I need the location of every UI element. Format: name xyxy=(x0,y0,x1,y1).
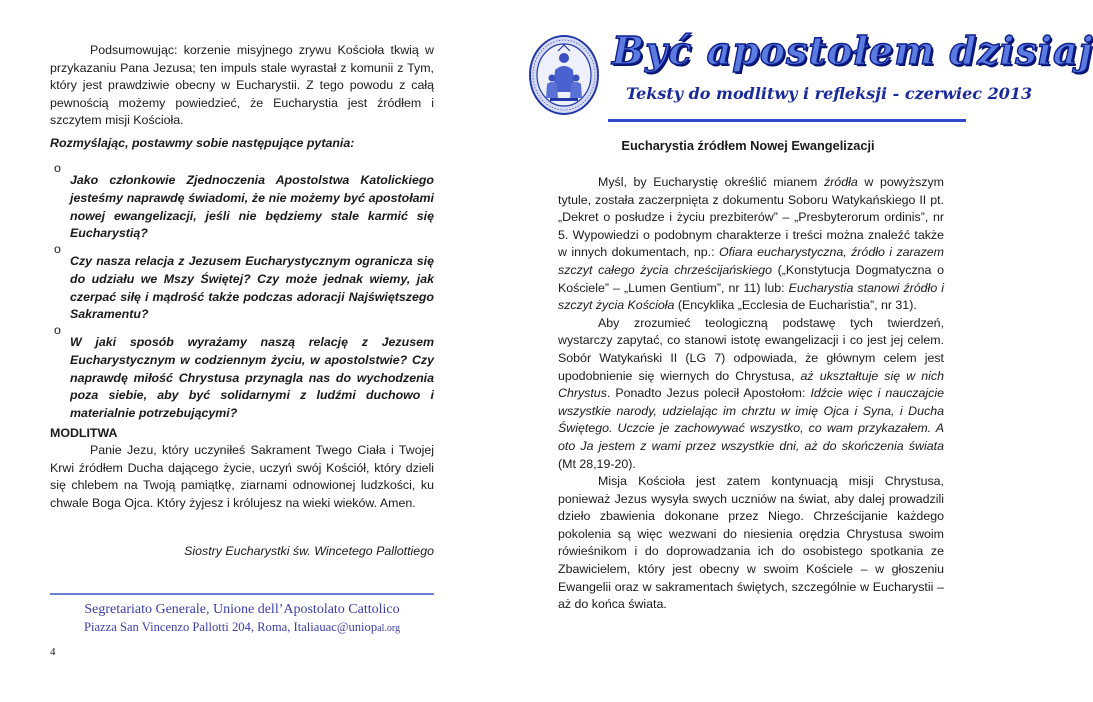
text-run: („Konstytucja Dogmatyczna o Kościele” – „Lumen Gentium”, nr 11) lub: xyxy=(558,262,944,295)
text-run: Misja Kościoła jest zatem kontynuacją misji Chrystusa, ponieważ Jezus wysyła swych uczniów na świat, aby dalej prowadzili dzieło zbawienia dokonane przez Niego. Chrześcijanie każdego pokolenia są więc wezwani do niesienia orędzia Chrystusa swoim rówieśnikom i do doprowadzania ich do osobistego spotkania ze Zbawicielem, który jest obecny w swoim Kościele – w głoszeniu Ewangelii oraz w sakramentach świętych, szczególnie w Eucharystii – aż do końca świata. xyxy=(558,474,944,612)
header-subtitle: Teksty do modlitwy i refleksji - czerwiec 2013 xyxy=(626,84,1033,103)
text-run: (Mt 28,19-20). xyxy=(558,456,636,471)
question-text: Czy nasza relacja z Jezusem Eucharystycznym ogranicza się do udziału we Mszy Świętej? Czy może jednak wiemy, jak czerpać siłę i mądrość także podczas adoracji Najświętszego Sakramentu? xyxy=(70,254,434,322)
intro-paragraph: Podsumowując: korzenie misyjnego zrywu Kościoła tkwią w przykazaniu Pana Jezusa; ten impuls stale wyrastał z komunii z Tym, który jest prawdziwie obecny w Eucharystii. Z tego powodu z całą pewnością możemy powiedzieć, że Eucharystia jest źródłem i szczytem misji Kościoła. xyxy=(50,43,434,128)
italic-run: Eucharystia stanowi źródło i szczyt życia Kościoła xyxy=(558,280,945,313)
article-title: Eucharystia źródłem Nowej Ewangelizacji xyxy=(621,138,875,153)
left-page xyxy=(0,0,496,702)
right-page xyxy=(496,0,1093,702)
text-run: w powyższym tytule, została zaczerpnięta z dokumentu Soboru Watykańskiego II pt. „Dekret o posłudze i życiu prezbiterów” – „Presbyterorum ordinis”, nr 5. Wypowiedzi o podobnym charakterze i treści można znaleźć także w innych dokumentach, np.: xyxy=(558,175,944,260)
footer-address-main: Piazza San Vincenzo Pallotti 204, Roma, Italiauac@uniop xyxy=(83,620,378,634)
text-run: Myśl, by Eucharystię określić mianem xyxy=(598,175,824,189)
signature: Siostry Eucharystki św. Wincetego Pallottiego xyxy=(184,544,434,558)
bullet-icon: o xyxy=(54,323,61,337)
page-number: 4 xyxy=(50,646,56,658)
italic-run: źródła xyxy=(823,175,858,189)
question-item xyxy=(50,322,434,435)
text-run: Aby zrozumieć teologiczną podstawę tych twierdzeń, wystarczy zapytać, co stanowi istotę ewangelizacji i co jest jej celem. Sobór Watykański II (LG 7) odpowiada, że głównym celem jest upodobnienie się wiernych do Chrystusa, xyxy=(558,315,944,383)
bullet-icon: o xyxy=(54,161,61,175)
header-title: Być apostołem dzisiaj xyxy=(612,28,1093,73)
footer-organization: Segretariato Generale, Unione dell’Apostolato Cattolico xyxy=(84,602,400,617)
question-text: W jaki sposób wyrażamy naszą relację z Jezusem Eucharystycznym w codziennym życiu, w apostolstwie? Czy naprawdę miłość Chrystusa przynagla nas do wychodzenia poza siebie, aby być solidarnymi z ludźmi duchowo i materialnie potrzebującymi? xyxy=(70,335,434,420)
italic-run: Ofiara eucharystyczna, źródło i zarazem szczyt całego życia chrześcijańskiego xyxy=(558,245,944,277)
text-run: (Encyklika „Ecclesia de Eucharistia”, nr 31). xyxy=(674,298,917,313)
footer-address xyxy=(50,620,434,635)
article-paragraph xyxy=(558,315,944,473)
footer-address-domain: al.org xyxy=(377,623,401,634)
italic-run: aż ukształtuje się w nich Chrystus xyxy=(558,368,944,401)
prayer-text: Panie Jezu, który uczyniłeś Sakrament Twego Ciała i Twojej Krwi źródłem Ducha dającego życie, uczyń swój Kościół, który dzieli się chlebem na Twoją pamiątkę, ziarnami odnowionej ludzkości, ku chwale Boga Ojca. Który żyjesz i królujesz na wieki wieków. Amen. xyxy=(50,443,434,510)
italic-run: Idźcie więc i nauczajcie wszystkie narody, udzielając im chrztu w imię Ojca i Syna, i Ducha Świętego. Uczcie je zachowywać wszystko, co wam przykazałem. A oto Ja jestem z wami przez wszystkie dni, aż do skończenia świata xyxy=(558,386,944,453)
footer-divider xyxy=(50,593,434,595)
article-paragraph xyxy=(558,473,944,614)
text-run: . Ponadto Jezus polecił Apostołom: xyxy=(606,386,811,401)
article-body xyxy=(558,174,944,614)
reflection-heading: Rozmyślając, postawmy sobie następujące pytania: xyxy=(50,136,355,150)
header-divider xyxy=(608,119,966,122)
question-text: Jako członkowie Zjednoczenia Apostolstwa Katolickiego jesteśmy naprawdę świadomi, że nie możemy być apostołami nowej ewangelizacji, jeśli nie będziemy stale karmić się Eucharystią? xyxy=(70,173,434,241)
article-paragraph xyxy=(558,174,944,315)
prayer-heading: MODLITWA xyxy=(50,426,118,440)
bullet-icon: o xyxy=(54,242,61,256)
emblem-seal-icon xyxy=(528,34,600,116)
